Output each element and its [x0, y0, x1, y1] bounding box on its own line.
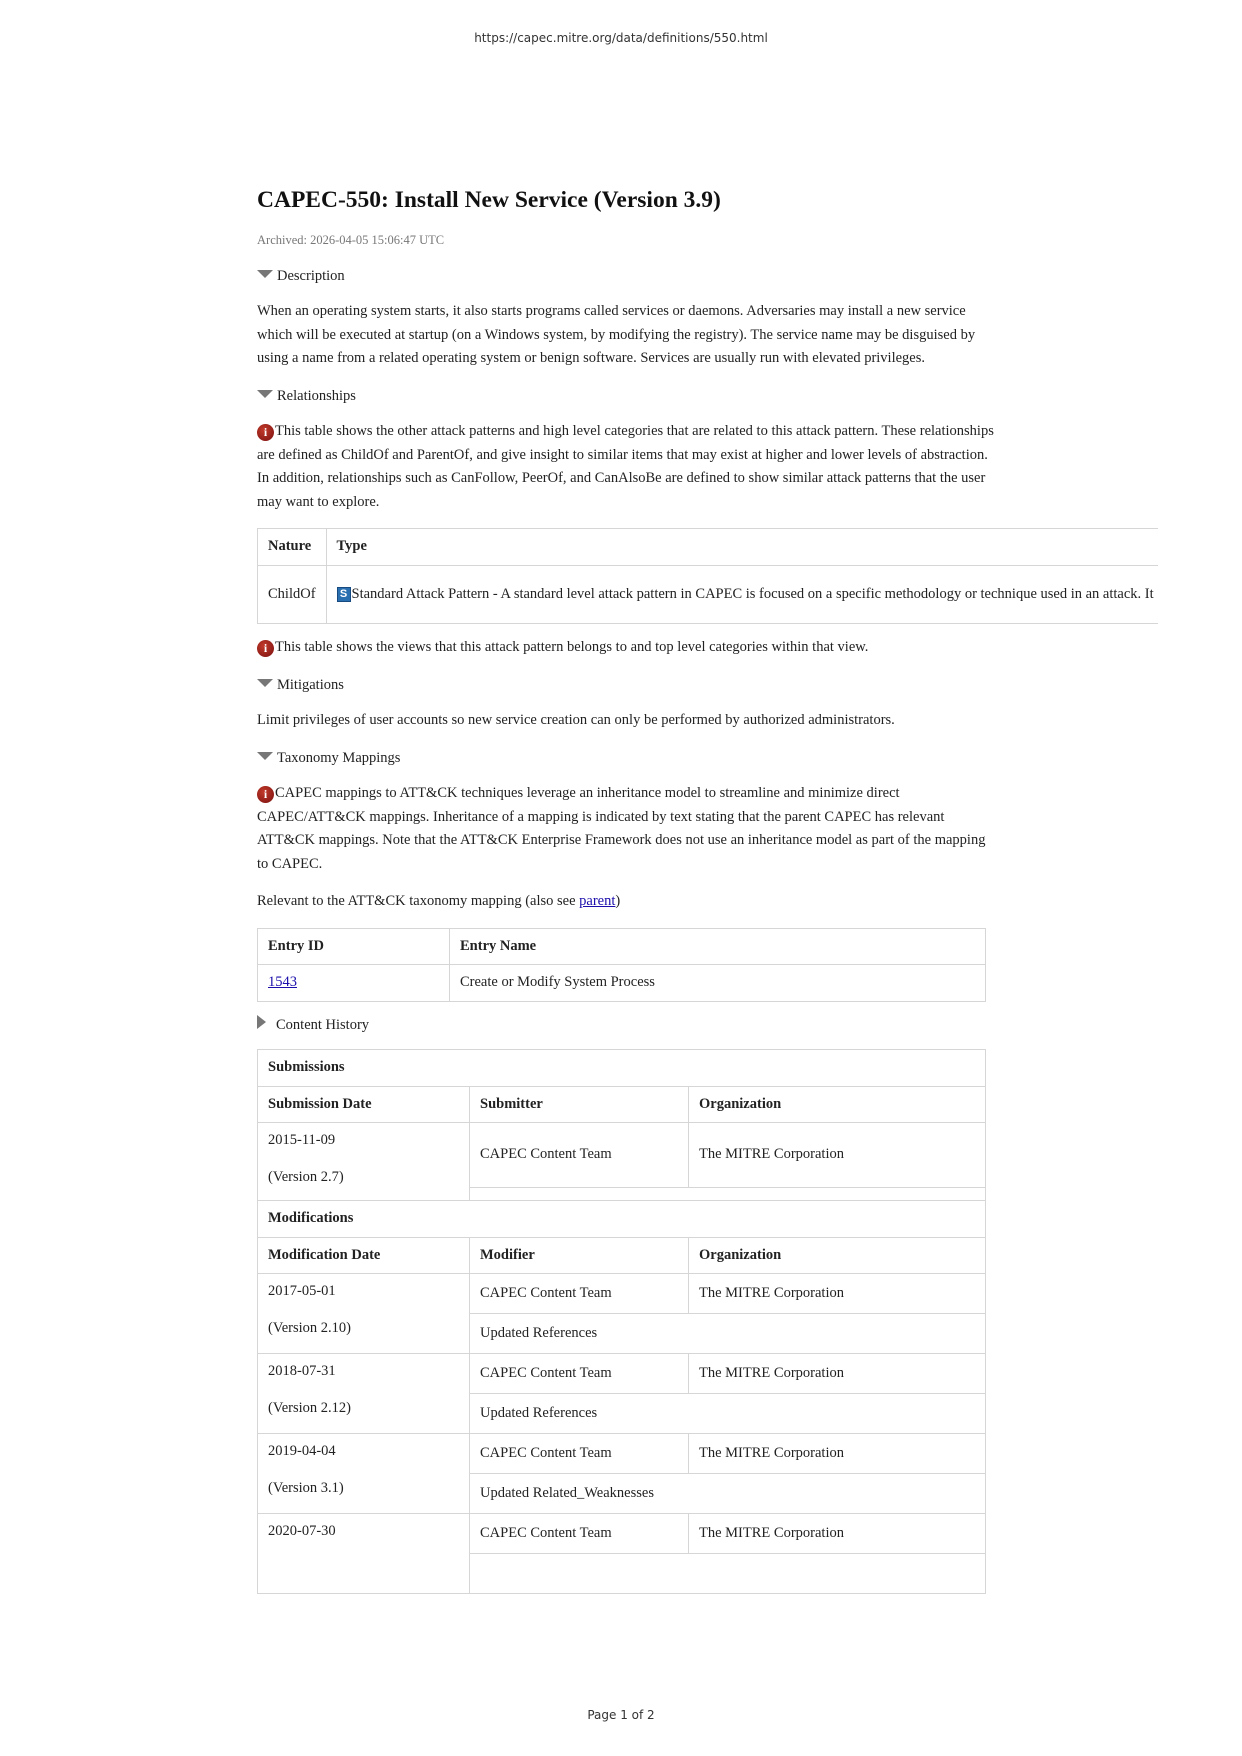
taxonomy-table [257, 928, 986, 1002]
expanded-triangle-icon [257, 270, 273, 278]
expanded-triangle-icon [257, 390, 273, 398]
description-text: When an operating system starts, it also starts programs called services or daemons. Adversaries may install a new service which will be executed at startup (on a Windows system, by modifying the registry). The service name may be disguised by using a name from a related operating system or benign software. Services are usually run with elevated privileges. [257, 303, 976, 366]
column-header-organization: Organization [689, 1086, 986, 1123]
modifier-cell: CAPEC Content Team [470, 1354, 689, 1394]
relationships-section-toggle[interactable] [257, 385, 995, 409]
relevant-suffix: ) [615, 893, 621, 909]
relationships-table-wrapper [257, 528, 1158, 624]
description-heading: Description [277, 267, 345, 284]
relationships-note [257, 420, 995, 514]
modification-date-cell [258, 1354, 470, 1434]
column-header-submitter: Submitter [470, 1086, 689, 1123]
info-icon: i [257, 786, 274, 803]
modification-org-cell: The MITRE Corporation [689, 1514, 986, 1554]
modification-org-cell: The MITRE Corporation [689, 1274, 986, 1314]
nature-cell: ChildOf [258, 566, 327, 624]
info-icon: i [257, 640, 274, 657]
views-note [257, 636, 995, 660]
modifier-cell: CAPEC Content Team [470, 1274, 689, 1314]
type-text: Standard Attack Pattern - A standard level attack pattern in CAPEC is focused on a specific methodology or technique used in an attack. It [351, 585, 1154, 602]
taxonomy-relevant-line [257, 890, 995, 914]
history-table-wrapper [257, 1049, 986, 1594]
content-history-table [257, 1049, 986, 1594]
submission-date: 2015-11-09 [268, 1132, 336, 1148]
type-cell [326, 566, 1158, 624]
relevant-prefix: Relevant to the ATT&CK taxonomy mapping (also see [257, 893, 580, 909]
entry-id-link[interactable]: 1543 [268, 974, 297, 990]
column-header-type: Type [326, 529, 1158, 566]
parent-link[interactable]: parent [579, 893, 616, 909]
submitter-cell: CAPEC Content Team [470, 1123, 689, 1188]
entry-name-cell: Create or Modify System Process [450, 965, 986, 1002]
table-row [258, 1354, 986, 1394]
main-content [257, 185, 1154, 1594]
taxonomy-section-toggle[interactable] [257, 747, 995, 771]
expanded-triangle-icon [257, 679, 273, 687]
archived-timestamp: Archived: 2026-04-05 15:06:47 UTC [257, 233, 445, 247]
modification-version: (Version 2.12) [268, 1400, 351, 1416]
views-note-text: This table shows the views that this attack pattern belongs to and top level categories within that view. [275, 639, 869, 655]
collapsed-triangle-icon [257, 1015, 266, 1029]
modifier-cell: CAPEC Content Team [470, 1434, 689, 1474]
column-header-entry-id: Entry ID [258, 928, 450, 965]
modification-comment-cell: Updated References [470, 1314, 986, 1354]
modification-comment-cell: Updated References [470, 1394, 986, 1434]
expanded-triangle-icon [257, 752, 273, 760]
submission-version: (Version 2.7) [268, 1169, 344, 1185]
taxonomy-heading: Taxonomy Mappings [277, 749, 401, 766]
content-history-section-toggle[interactable] [257, 1014, 995, 1038]
relationships-heading: Relationships [277, 387, 356, 404]
mitigations-heading: Mitigations [277, 676, 344, 693]
column-header-entry-name: Entry Name [450, 928, 986, 965]
modification-date: 2019-04-04 [268, 1443, 336, 1459]
modifier-cell: CAPEC Content Team [470, 1514, 689, 1554]
table-row [258, 1274, 986, 1314]
entry-id-cell [258, 965, 450, 1002]
modification-date: 2018-07-31 [268, 1363, 336, 1379]
taxonomy-note-text: CAPEC mappings to ATT&CK techniques leverage an inheritance model to streamline and minimize direct CAPEC/ATT&CK mappings. Inheritance of a mapping is indicated by text stating that the parent CAPEC has relevant ATT&CK mappings. Note that the ATT&CK Enterprise Framework does not use an inheritance model as part of the mapping to CAPEC. [257, 785, 986, 872]
column-header-organization: Organization [689, 1237, 986, 1274]
relationships-table [257, 528, 1158, 624]
submission-comment-cell [470, 1188, 986, 1201]
taxonomy-note [257, 782, 995, 876]
info-icon: i [257, 424, 274, 441]
column-header-nature: Nature [258, 529, 327, 566]
table-row [258, 566, 1159, 624]
table-row [258, 965, 986, 1002]
page-title: CAPEC-550: Install New Service (Version 3.9) [257, 187, 721, 213]
mitigations-section-toggle[interactable] [257, 674, 995, 698]
table-row [258, 1514, 986, 1554]
modification-comment-cell: Updated Related_Weaknesses [470, 1474, 986, 1514]
modification-date-cell [258, 1434, 470, 1514]
description-section-toggle[interactable] [257, 265, 995, 289]
column-header-modifier: Modifier [470, 1237, 689, 1274]
modification-version: (Version 3.1) [268, 1480, 344, 1496]
modification-date-cell [258, 1514, 470, 1594]
table-row [258, 1123, 986, 1188]
submission-date-cell [258, 1123, 470, 1201]
page-url: https://capec.mitre.org/data/definitions/550.html [474, 31, 768, 45]
page-number: Page 1 of 2 [587, 1708, 655, 1722]
table-row [258, 1434, 986, 1474]
modification-date-cell [258, 1274, 470, 1354]
modification-version: (Version 2.10) [268, 1320, 351, 1336]
submission-org-cell: The MITRE Corporation [689, 1123, 986, 1188]
modification-org-cell: The MITRE Corporation [689, 1354, 986, 1394]
modification-date: 2020-07-30 [268, 1523, 336, 1539]
submissions-label: Submissions [258, 1050, 986, 1087]
modification-comment-cell [470, 1554, 986, 1594]
content-history-heading: Content History [276, 1016, 370, 1033]
column-header-modification-date: Modification Date [258, 1237, 470, 1274]
modification-org-cell: The MITRE Corporation [689, 1434, 986, 1474]
modification-date: 2017-05-01 [268, 1283, 336, 1299]
mitigations-text: Limit privileges of user accounts so new service creation can only be performed by authorized administrators. [257, 712, 895, 728]
standard-pattern-icon: S [337, 587, 351, 602]
column-header-submission-date: Submission Date [258, 1086, 470, 1123]
relationships-note-text: This table shows the other attack patterns and high level categories that are related to this attack pattern. These relationships are defined as ChildOf and ParentOf, and give insight to similar items that may exist at higher and lower levels of abstraction. In addition, relationships such as CanFollow, PeerOf, and CanAlsoBe are defined to show similar attack patterns that the user may want to explore. [257, 423, 994, 510]
modifications-label: Modifications [258, 1201, 986, 1238]
